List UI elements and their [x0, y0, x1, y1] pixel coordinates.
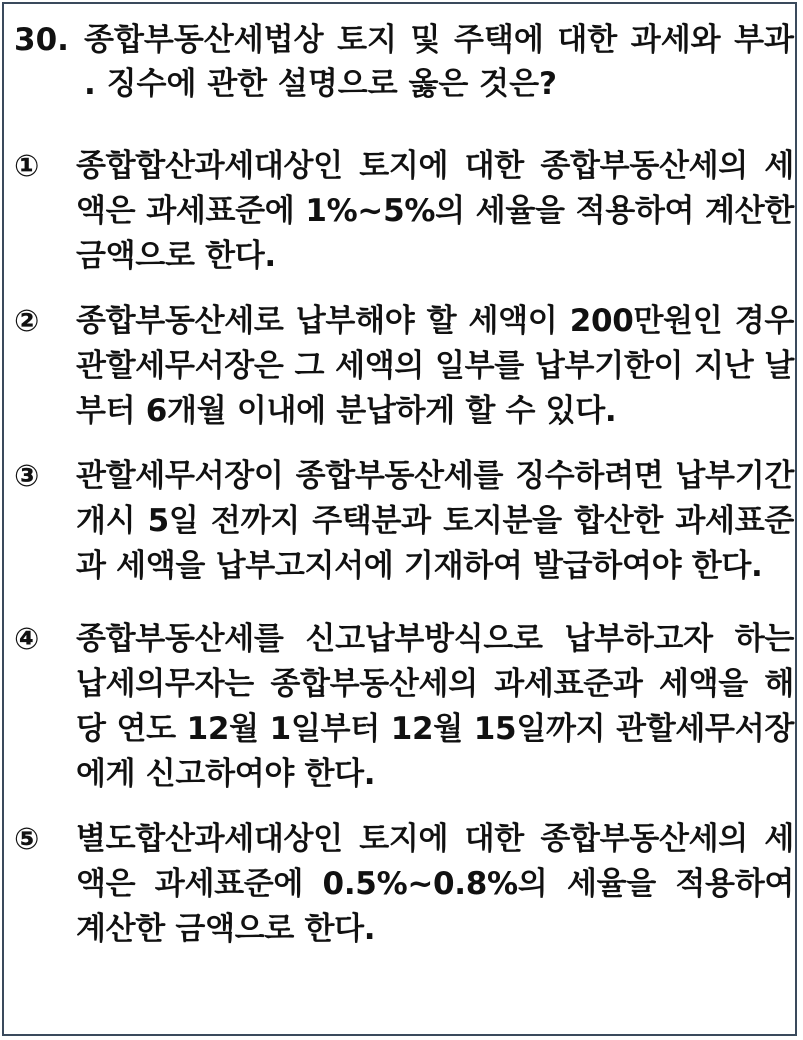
option-marker: ③ [14, 459, 40, 494]
option-text: 관할세무서장이 종합부동산세를 징수하려면 납부기간 개시 5일 전까지 주택분과 토지분을 합산한 과세표준과 세액을 납부고지서에 기재하여 발급하여야 한다. [76, 458, 794, 584]
option-marker: ② [14, 304, 40, 339]
question-card [2, 2, 797, 1036]
option-3[interactable] [14, 454, 794, 589]
option-text: 종합부동산세로 납부해야 할 세액이 200만원인 경우 관할세무서장은 그 세액의 일부를 납부기한이 지난 날부터 6개월 이내에 분납하게 할 수 있다. [76, 303, 794, 429]
question-stem [14, 18, 794, 106]
option-5[interactable] [14, 817, 794, 952]
question [14, 18, 794, 106]
option-2[interactable] [14, 299, 794, 434]
answer-options [14, 144, 794, 972]
option-4[interactable] [14, 617, 794, 797]
question-text: 종합부동산세법상 토지 및 주택에 대한 과세와 부과 . 징수에 관한 설명으로 옳은 것은? [84, 22, 794, 102]
option-marker: ① [14, 149, 40, 184]
option-text: 종합부동산세를 신고납부방식으로 납부하고자 하는 납세의무자는 종합부동산세의 과세표준과 세액을 해당 연도 12월 1일부터 12월 15일까지 관할세무서장에게 신고하여야 한다. [76, 621, 794, 792]
option-text: 종합합산과세대상인 토지에 대한 종합부동산세의 세액은 과세표준에 1%∼5%의 세율을 적용하여 계산한 금액으로 한다. [76, 148, 794, 274]
option-marker: ⑤ [14, 822, 40, 857]
option-marker: ④ [14, 622, 40, 657]
option-text: 별도합산과세대상인 토지에 대한 종합부동산세의 세액은 과세표준에 0.5%~0.8%의 세율을 적용하여 계산한 금액으로 한다. [76, 821, 794, 947]
question-number: 30. [14, 22, 69, 58]
option-1[interactable] [14, 144, 794, 279]
